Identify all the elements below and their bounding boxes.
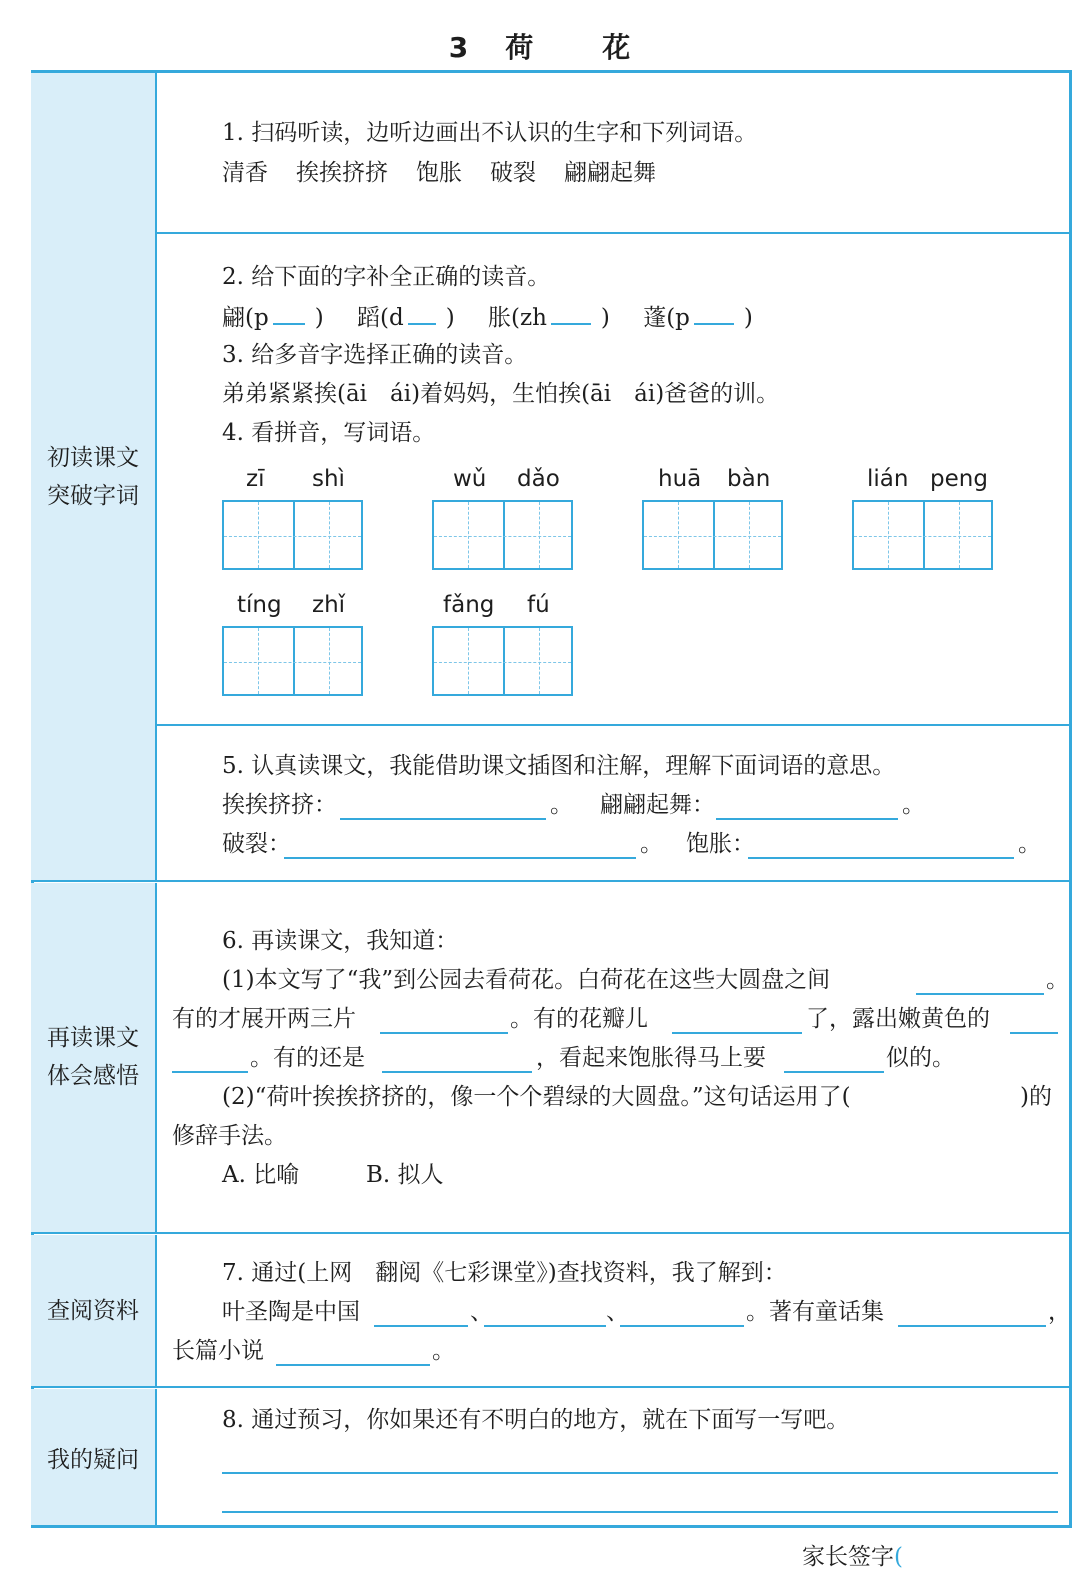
- answer-line[interactable]: [340, 818, 546, 820]
- paren: ): [314, 305, 324, 331]
- answer-line[interactable]: [380, 1032, 508, 1034]
- answer-line[interactable]: [748, 857, 1014, 859]
- period: 。: [550, 792, 573, 818]
- section-label-line: 查阅资料: [47, 1298, 139, 1324]
- q6-line: (1)本文写了“我”到公园去看荷花。白荷花在这些大圆盘之间: [222, 967, 831, 993]
- question-8: 8. 通过预习，你如果还有不明白的地方，就在下面写一写吧。: [222, 1407, 850, 1433]
- page-title: [0, 26, 1080, 66]
- answer-line[interactable]: [672, 1032, 802, 1034]
- word: 饱胀: [416, 160, 462, 186]
- word: 清香: [222, 160, 268, 186]
- q5-term: 饱胀：: [686, 831, 755, 857]
- separator: 、: [606, 1299, 629, 1325]
- section-label-line: 突破字词: [47, 483, 139, 509]
- separator: 、: [470, 1299, 493, 1325]
- divider: [31, 1386, 1069, 1388]
- title-char-2: 花: [602, 31, 632, 64]
- pinyin-prompt: 蹈(d: [357, 305, 404, 331]
- answer-line[interactable]: [374, 1325, 468, 1327]
- pinyin-prompt: 胀(zh: [488, 305, 547, 331]
- q5-term: 翩翩起舞：: [600, 792, 715, 818]
- q6-line: 。有的花瓣儿: [510, 1006, 648, 1032]
- word: 翩翩起舞: [564, 160, 656, 186]
- word: 挨挨挤挤: [296, 160, 388, 186]
- q2-items: [222, 301, 753, 333]
- period: 。: [432, 1338, 455, 1364]
- q6-line: ，看起来饱胀得马上要: [536, 1045, 766, 1071]
- paren: ): [600, 305, 610, 331]
- section-label-questions: [31, 1389, 157, 1525]
- divider: [157, 232, 1069, 234]
- word: 破裂: [490, 160, 536, 186]
- question-4: 4. 看拼音，写词语。: [222, 420, 436, 446]
- section-label-line: 再读课文: [47, 1025, 139, 1051]
- writing-grid[interactable]: [222, 500, 363, 570]
- question-5: 5. 认真读课文，我能借助课文插图和注解，理解下面词语的意思。: [222, 753, 896, 779]
- section-label-line: 体会感悟: [47, 1063, 139, 1089]
- signature-label: 家长签字: [802, 1544, 894, 1570]
- q5-term: 挨挨挤挤：: [222, 792, 337, 818]
- q3-sentence[interactable]: 弟弟紧紧挨(āi ái)着妈妈，生怕挨(āi ái)爸爸的训。: [222, 381, 780, 407]
- question-7: 7. 通过(上网 翻阅《七彩课堂》)查找资料，我了解到：: [222, 1260, 787, 1286]
- answer-line[interactable]: [276, 1364, 430, 1366]
- period: 。: [1046, 967, 1069, 993]
- writing-grid[interactable]: [852, 500, 993, 570]
- pinyin: lián: [867, 466, 909, 492]
- pinyin: fú: [527, 592, 550, 618]
- section-label-research: [31, 1235, 157, 1387]
- paren: ): [743, 305, 753, 331]
- period: 。: [640, 831, 663, 857]
- answer-line[interactable]: [898, 1325, 1046, 1327]
- section-label-reading: [31, 73, 157, 881]
- answer-line[interactable]: [784, 1071, 884, 1073]
- answer-line[interactable]: [172, 1071, 248, 1073]
- answer-blank[interactable]: [694, 301, 734, 325]
- pinyin: bàn: [727, 466, 771, 492]
- q6-line: (2)“荷叶挨挨挤挤的，像一个个碧绿的大圆盘。”这句话运用了(: [222, 1084, 851, 1110]
- pinyin: zī: [246, 466, 265, 492]
- answer-line[interactable]: [716, 818, 898, 820]
- question-1: 1. 扫码听读，边听边画出不认识的生字和下列词语。: [222, 120, 758, 146]
- q7-line: 。著有童话集: [746, 1299, 884, 1325]
- q6-line: 。有的还是: [250, 1045, 365, 1071]
- question-3: 3. 给多音字选择正确的读音。: [222, 342, 528, 368]
- answer-blank[interactable]: [551, 301, 591, 325]
- divider: [31, 1232, 1069, 1234]
- q7-line: 长篇小说: [172, 1338, 264, 1364]
- answer-line[interactable]: [916, 993, 1044, 995]
- title-char-1: 荷: [505, 31, 535, 64]
- option-b[interactable]: B. 拟人: [366, 1162, 444, 1188]
- answer-line[interactable]: [484, 1325, 606, 1327]
- answer-blank[interactable]: [408, 301, 436, 325]
- answer-line[interactable]: [620, 1325, 744, 1327]
- q6-line: 了，露出嫩黄色的: [806, 1006, 990, 1032]
- paren: (: [894, 1544, 903, 1570]
- pinyin: zhǐ: [312, 592, 346, 618]
- q6-line: 似的。: [886, 1045, 955, 1071]
- section-label-line: 我的疑问: [47, 1447, 139, 1473]
- pinyin: huā: [658, 466, 702, 492]
- section-label-line: 初读课文: [47, 445, 139, 471]
- separator: ，: [1048, 1299, 1071, 1325]
- q7-line: 叶圣陶是中国: [222, 1299, 360, 1325]
- paren: ): [445, 305, 455, 331]
- pinyin: wǔ: [453, 466, 487, 492]
- answer-line[interactable]: [1010, 1032, 1058, 1034]
- answer-blank[interactable]: [273, 301, 305, 325]
- section-label-rereading: [31, 883, 157, 1233]
- writing-grid[interactable]: [222, 626, 363, 696]
- pinyin: fǎng: [443, 592, 495, 618]
- writing-grid[interactable]: [432, 626, 573, 696]
- q6-line: 有的才展开两三片: [172, 1006, 356, 1032]
- writing-grid[interactable]: [642, 500, 783, 570]
- answer-line[interactable]: [222, 1472, 1058, 1474]
- answer-line[interactable]: [222, 1511, 1058, 1513]
- q5-term: 破裂：: [222, 831, 291, 857]
- option-a[interactable]: A. 比喻: [222, 1162, 300, 1188]
- pinyin: tíng: [237, 592, 282, 618]
- q6-line: 修辞手法。: [172, 1123, 287, 1149]
- pinyin-prompt: 蓬(p: [643, 305, 690, 331]
- q1-word-list: [222, 158, 656, 188]
- answer-line[interactable]: [382, 1071, 532, 1073]
- divider: [157, 724, 1069, 726]
- q6-line: )的: [1020, 1084, 1052, 1110]
- question-2: 2. 给下面的字补全正确的读音。: [222, 264, 551, 290]
- pinyin: dǎo: [517, 466, 560, 492]
- writing-grid[interactable]: [432, 500, 573, 570]
- lesson-number: 3: [448, 31, 470, 64]
- pinyin: shì: [312, 466, 345, 492]
- answer-line[interactable]: [284, 857, 636, 859]
- pinyin-prompt: 翩(p: [222, 305, 269, 331]
- divider: [31, 880, 1069, 882]
- question-6: 6. 再读课文，我知道：: [222, 928, 459, 954]
- period: 。: [902, 792, 925, 818]
- parent-signature[interactable]: [802, 1538, 903, 1571]
- period: 。: [1018, 831, 1041, 857]
- pinyin: peng: [930, 466, 988, 492]
